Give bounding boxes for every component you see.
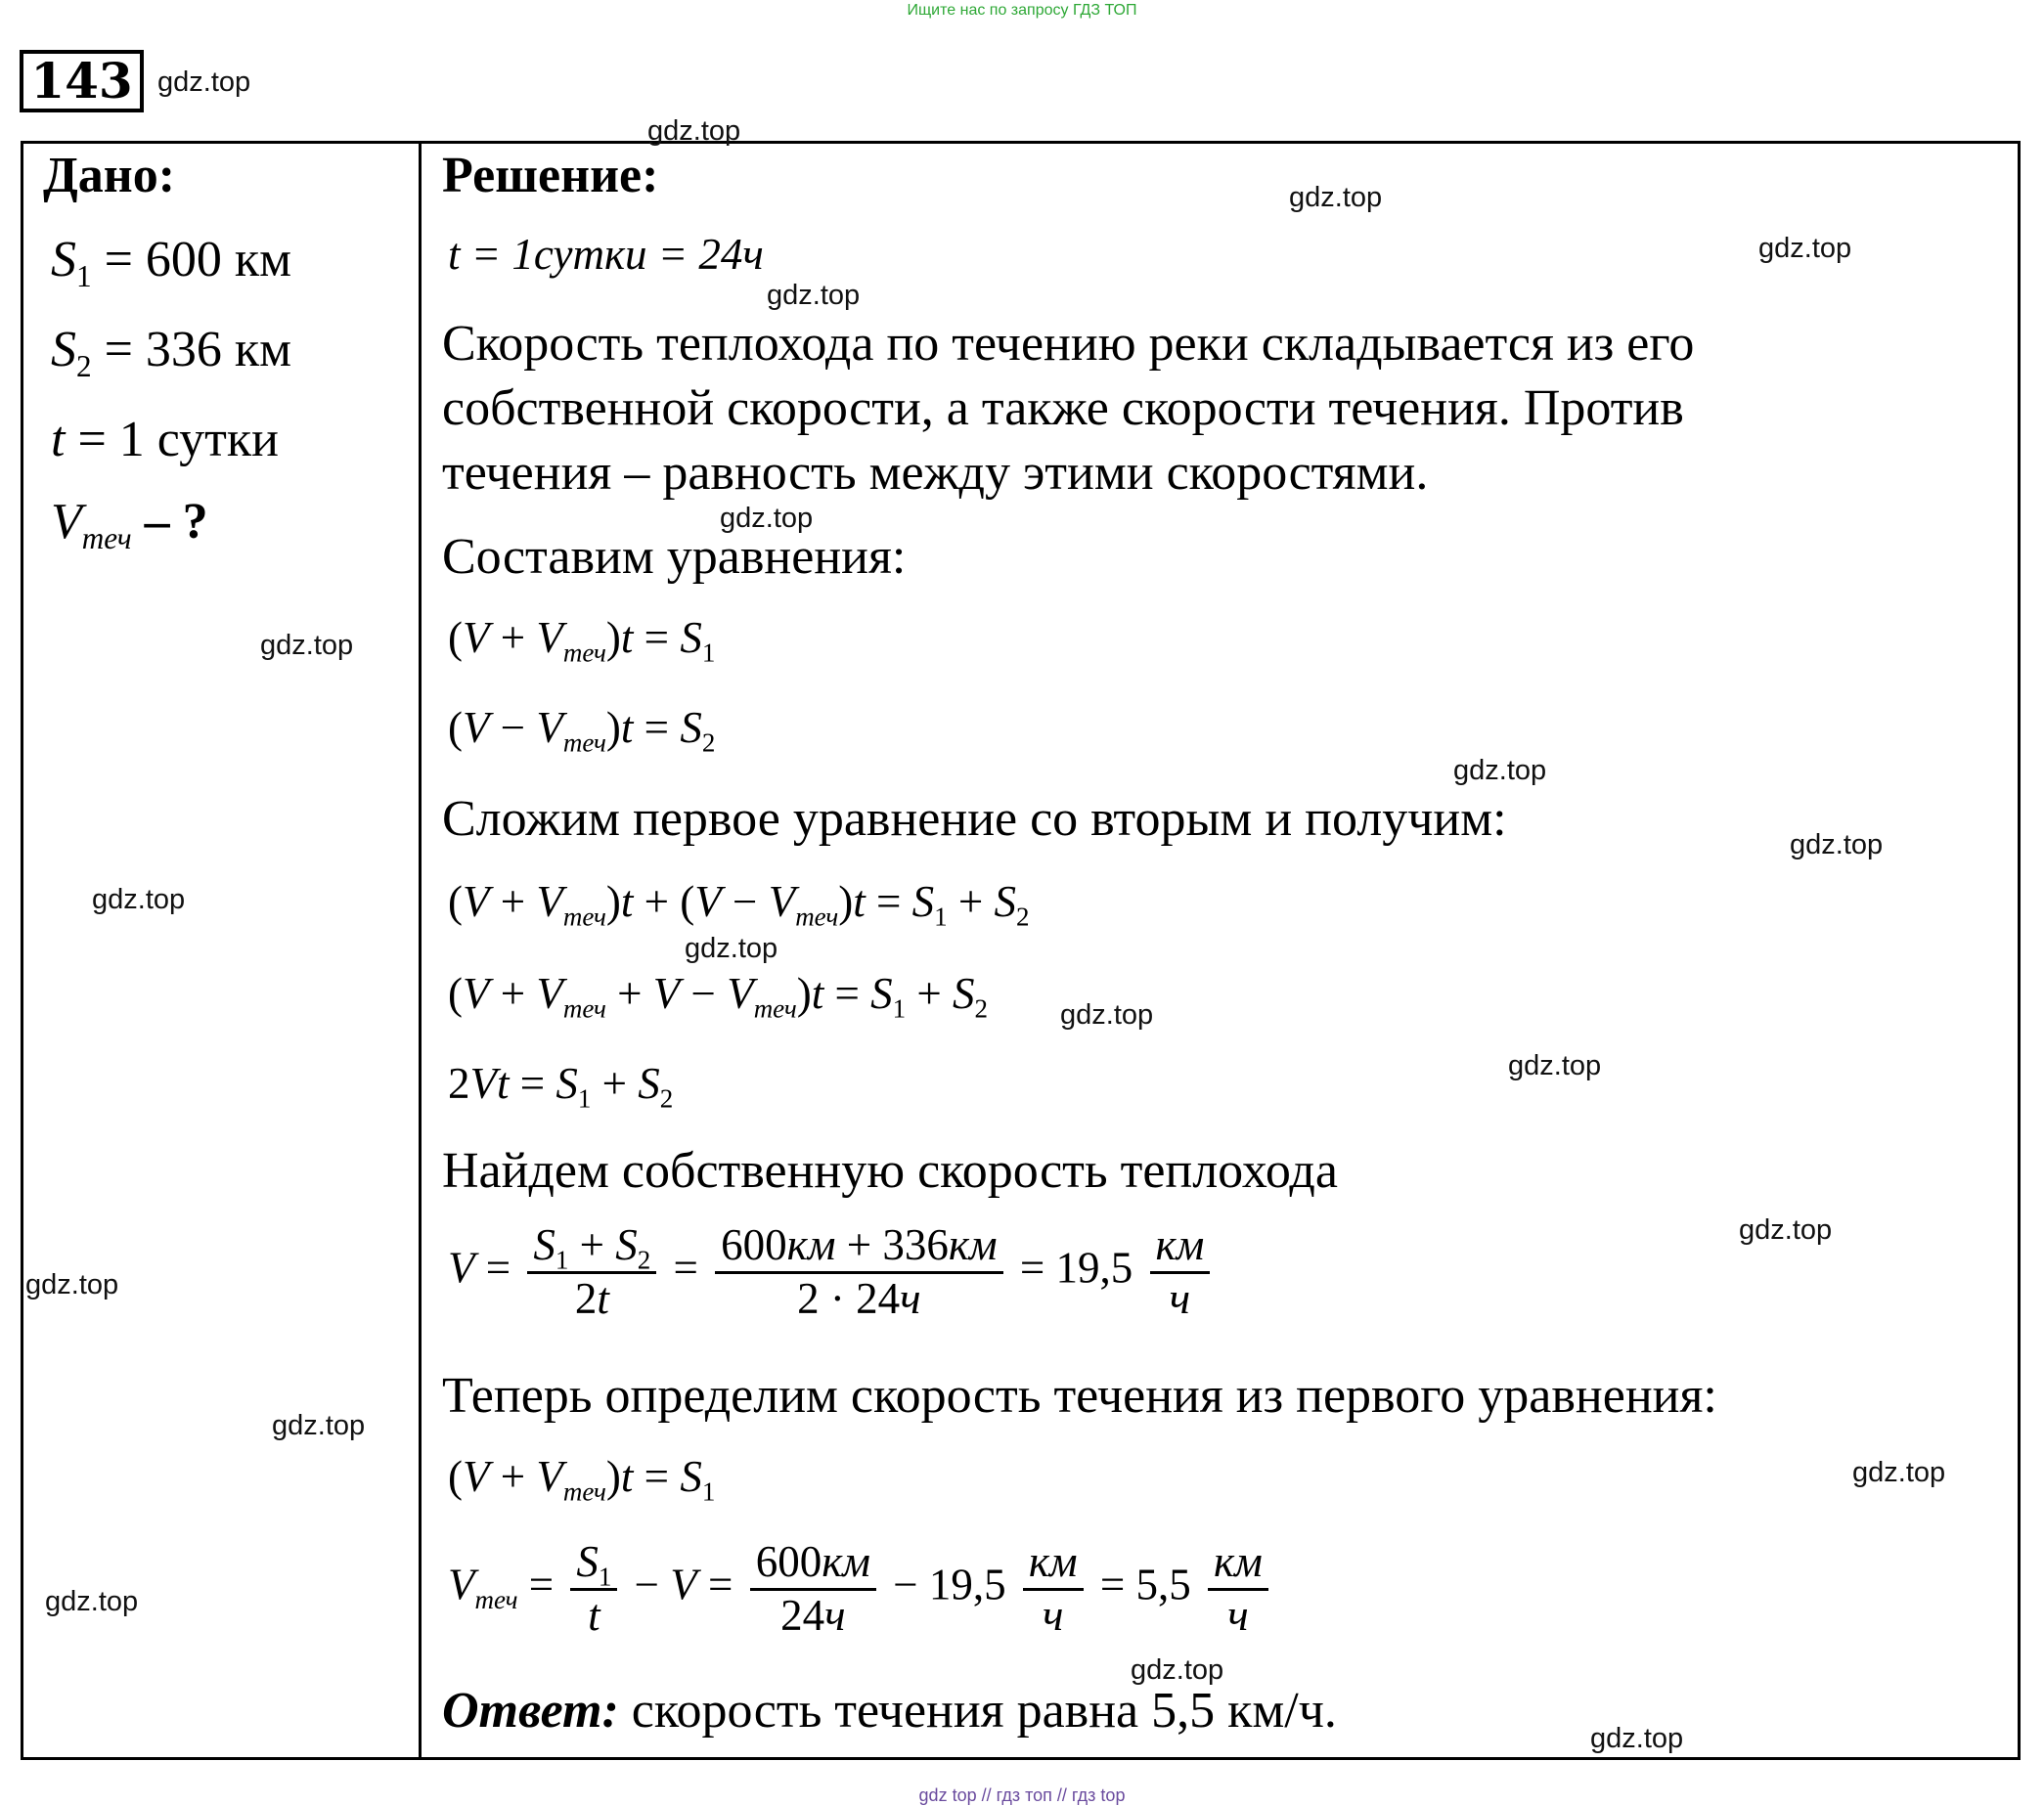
equation-sum-1: $(V + V_{теч})t + (V - V_{теч})t = S_1 + S_2$ [448,877,1030,932]
equation-downstream-repeat: $(V + V_{теч})t = S_1$ [448,1452,716,1507]
given-s2: $S_2 = 336$ км [51,322,292,383]
watermark: gdz.top [1508,1050,1602,1081]
equation-sum-3: $2Vt = S_1 + S_2$ [448,1059,674,1114]
top-banner: Ищите нас по запросу ГДЗ ТОП [907,2,1137,19]
given-heading: Дано: [43,148,176,203]
watermark: gdz.top [1590,1723,1684,1754]
watermark: gdz.top [1289,182,1383,213]
watermark: gdz.top [767,280,861,311]
equation-upstream: $(V - V_{теч})t = S_2$ [448,703,716,758]
watermark: gdz.top [25,1269,119,1300]
add-equations-text: Сложим первое уравнение со вторым и получим: [442,791,1507,847]
watermark: gdz.top [157,66,251,98]
watermark: gdz.top [1758,233,1852,264]
footer-links: gdz top // гдз топ // гдз top [918,1785,1126,1805]
watermark: gdz.top [260,630,354,661]
watermark: gdz.top [92,884,186,915]
column-divider [419,141,422,1760]
find-own-speed-text: Найдем собственную скорость теплохода [442,1143,1338,1199]
answer: Ответ: скорость течения равна 5,5 км/ч. [442,1683,1337,1739]
given-s1: $S_1 = 600$ км [51,232,292,293]
watermark: gdz.top [1453,755,1547,786]
given-t: t = 1 сутки [51,412,279,467]
paragraph-line-3: течения – равность между этими скоростями. [442,445,1429,501]
make-equations-text: Составим уравнения: [442,529,907,585]
watermark: gdz.top [720,503,814,534]
watermark: gdz.top [1790,829,1884,860]
equation-sum-2: $(V + V_{теч} + V - V_{теч})t = S_1 + S_2$ [448,969,988,1024]
problem-number: 143 [20,50,144,112]
equation-downstream: $(V + V_{теч})t = S_1$ [448,613,716,668]
find-current-text: Теперь определим скорость течения из первого уравнения: [442,1368,1717,1424]
watermark: gdz.top [1852,1457,1946,1488]
watermark: gdz.top [45,1586,139,1617]
own-speed-formula: V = $\frac{S_1 + S_2}{2t}$ = $\frac{600км + 336км}{2 \cdot 24ч}$ = 19,5 $\frac{км}{ч}$ [448,1220,1216,1325]
watermark: gdz.top [1060,999,1154,1031]
watermark: gdz.top [272,1410,366,1441]
paragraph-line-2: собственной скорости, а также скорости течения. Против [442,380,1684,436]
current-speed-formula: $V_{теч}$ = $\frac{S_1}{t}$ − V = $\frac{600км}{24ч}$ − 19,5 $\frac{км}{ч}$ = 5,5 $\frac{км}{ч}$ [448,1537,1274,1642]
time-equation: t = 1сутки = 24ч [448,230,764,279]
watermark: gdz.top [1131,1654,1224,1686]
watermark: gdz.top [647,115,741,147]
solution-heading: Решение: [442,148,659,203]
watermark: gdz.top [685,933,778,964]
paragraph-line-1: Скорость теплохода по течению реки складывается из его [442,316,1695,372]
watermark: gdz.top [1739,1214,1833,1246]
given-v-current: $V_{теч}$ – ? [51,494,208,555]
